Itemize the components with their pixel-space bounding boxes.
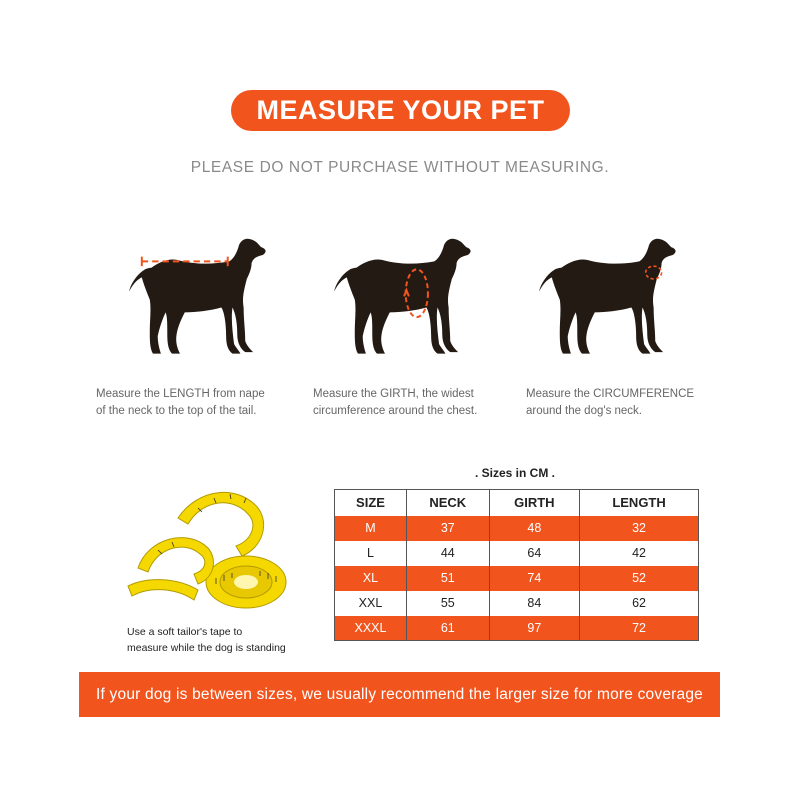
girth-caption [313, 386, 518, 420]
length-caption-line1: Measure the LENGTH from nape [96, 388, 265, 400]
neck-cell: 44 [406, 541, 489, 566]
girth-caption-line1: Measure the GIRTH, the widest [313, 388, 474, 400]
recommendation-banner: If your dog is between sizes, we usually recommend the larger size for more coverage [79, 672, 720, 717]
size-cell: M [335, 516, 407, 541]
page-subtitle: PLEASE DO NOT PURCHASE WITHOUT MEASURING. [190, 159, 610, 176]
dog-length-illustration [110, 218, 285, 378]
neck-caption-line2: around the dog's neck. [526, 405, 642, 417]
girth-cell: 64 [489, 541, 580, 566]
size-cell: XXL [335, 591, 407, 616]
table-row [335, 541, 699, 566]
girth-cell: 97 [489, 616, 580, 641]
sizes-title: . Sizes in CM . [474, 466, 555, 480]
tape-caption [127, 624, 327, 656]
neck-cell: 55 [406, 591, 489, 616]
table-row [335, 616, 699, 641]
header-girth: GIRTH [489, 490, 580, 516]
length-caption [96, 386, 301, 420]
size-cell: L [335, 541, 407, 566]
table-header-row [335, 490, 699, 516]
header-length: LENGTH [580, 490, 699, 516]
measuring-tape-image [118, 478, 308, 618]
dog-girth-illustration [315, 218, 490, 378]
table-row [335, 566, 699, 591]
girth-cell: 74 [489, 566, 580, 591]
tape-icon [128, 492, 286, 608]
neck-cell: 51 [406, 566, 489, 591]
size-cell: XL [335, 566, 407, 591]
tape-caption-line1: Use a soft tailor's tape to [127, 626, 243, 638]
girth-cell: 48 [489, 516, 580, 541]
neck-cell: 61 [406, 616, 489, 641]
size-cell: XXXL [335, 616, 407, 641]
length-cell: 42 [580, 541, 699, 566]
header-neck: NECK [406, 490, 489, 516]
page-title: MEASURE YOUR PET [231, 90, 570, 131]
length-cell: 32 [580, 516, 699, 541]
length-cell: 72 [580, 616, 699, 641]
tape-caption-line2: measure while the dog is standing [127, 642, 286, 654]
length-caption-line2: of the neck to the top of the tail. [96, 405, 257, 417]
neck-caption [526, 386, 726, 420]
header-size: SIZE [335, 490, 407, 516]
table-row [335, 516, 699, 541]
girth-cell: 84 [489, 591, 580, 616]
length-cell: 52 [580, 566, 699, 591]
dog-neck-illustration [520, 218, 695, 378]
length-cell: 62 [580, 591, 699, 616]
size-chart-table [334, 489, 699, 641]
table-row [335, 591, 699, 616]
neck-cell: 37 [406, 516, 489, 541]
girth-caption-line2: circumference around the chest. [313, 405, 478, 417]
neck-caption-line1: Measure the CIRCUMFERENCE [526, 388, 695, 400]
